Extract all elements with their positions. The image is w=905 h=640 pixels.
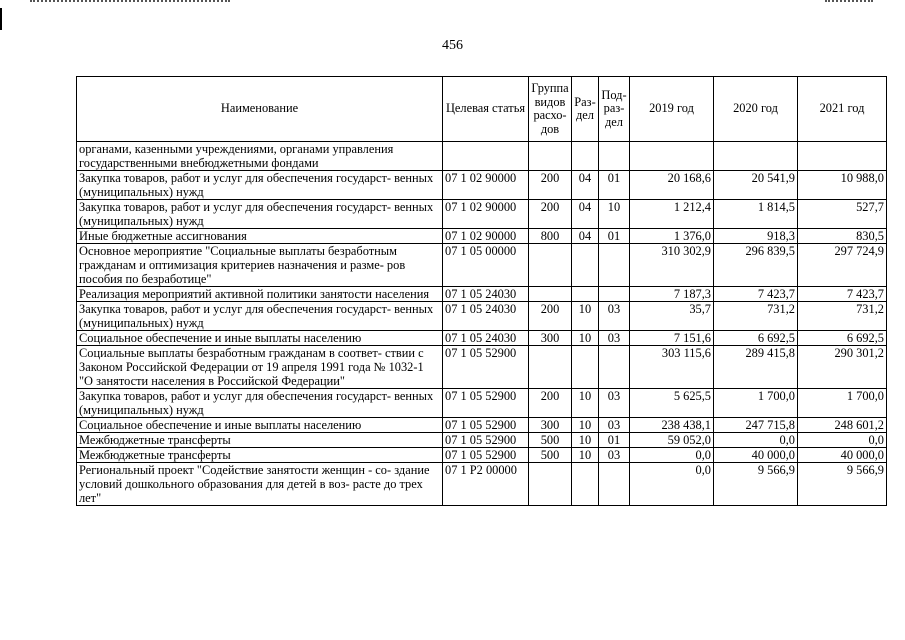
cell-article: 07 1 02 90000 bbox=[443, 171, 529, 200]
cell-expense-group: 300 bbox=[529, 331, 572, 346]
header-2021: 2021 год bbox=[798, 77, 887, 142]
cell-article: 07 1 02 90000 bbox=[443, 229, 529, 244]
table-row bbox=[77, 331, 887, 346]
table-row bbox=[77, 389, 887, 418]
cell-expense-group bbox=[529, 142, 572, 171]
table-row bbox=[77, 200, 887, 229]
cell-2019: 1 376,0 bbox=[630, 229, 714, 244]
cell-article: 07 1 05 52900 bbox=[443, 389, 529, 418]
cell-2021: 290 301,2 bbox=[798, 346, 887, 389]
cell-name: органами, казенными учреждениями, органами управления государственными внебюджетными фондами bbox=[77, 142, 443, 171]
cell-article: 07 1 02 90000 bbox=[443, 200, 529, 229]
cell-section: 04 bbox=[572, 229, 599, 244]
cell-2020: 9 566,9 bbox=[714, 463, 798, 506]
table-row bbox=[77, 463, 887, 506]
cell-2019: 59 052,0 bbox=[630, 433, 714, 448]
cell-expense-group: 200 bbox=[529, 171, 572, 200]
cell-2019: 7 151,6 bbox=[630, 331, 714, 346]
cell-2020: 918,3 bbox=[714, 229, 798, 244]
cell-subsection bbox=[599, 346, 630, 389]
cell-expense-group: 200 bbox=[529, 200, 572, 229]
cell-subsection: 01 bbox=[599, 433, 630, 448]
cell-article bbox=[443, 142, 529, 171]
budget-table bbox=[76, 76, 887, 506]
cell-section: 10 bbox=[572, 433, 599, 448]
table-row bbox=[77, 418, 887, 433]
cell-section: 04 bbox=[572, 171, 599, 200]
cell-name: Закупка товаров, работ и услуг для обеспечения государст- венных (муниципальных) нужд bbox=[77, 200, 443, 229]
cell-subsection: 03 bbox=[599, 418, 630, 433]
cell-subsection bbox=[599, 244, 630, 287]
header-2019: 2019 год bbox=[630, 77, 714, 142]
cell-2021: 527,7 bbox=[798, 200, 887, 229]
cell-2020: 296 839,5 bbox=[714, 244, 798, 287]
cell-subsection: 03 bbox=[599, 448, 630, 463]
cell-2019: 20 168,6 bbox=[630, 171, 714, 200]
cell-name: Закупка товаров, работ и услуг для обеспечения государст- венных (муниципальных) нужд bbox=[77, 389, 443, 418]
cell-name: Межбюджетные трансферты bbox=[77, 433, 443, 448]
cell-2020: 40 000,0 bbox=[714, 448, 798, 463]
cell-article: 07 1 05 52900 bbox=[443, 448, 529, 463]
cell-name: Закупка товаров, работ и услуг для обеспечения государст- венных (муниципальных) нужд bbox=[77, 302, 443, 331]
cell-2019: 310 302,9 bbox=[630, 244, 714, 287]
cell-2019: 238 438,1 bbox=[630, 418, 714, 433]
cell-expense-group bbox=[529, 346, 572, 389]
cell-expense-group: 500 bbox=[529, 433, 572, 448]
cell-name: Социальные выплаты безработным гражданам в соответ- ствии с Законом Российской Федерации от 19 апреля 1991 года № 1032-1 "О занятости населения в Российской Федерации" bbox=[77, 346, 443, 389]
cell-expense-group: 200 bbox=[529, 389, 572, 418]
cell-section: 10 bbox=[572, 448, 599, 463]
cell-subsection: 01 bbox=[599, 171, 630, 200]
table-row bbox=[77, 346, 887, 389]
scan-artifact-top-left bbox=[30, 0, 230, 5]
cell-name: Иные бюджетные ассигнования bbox=[77, 229, 443, 244]
cell-name: Межбюджетные трансферты bbox=[77, 448, 443, 463]
cell-section: 10 bbox=[572, 418, 599, 433]
cell-name: Региональный проект "Содействие занятости женщин - со- здание условий дошкольного образования для детей в воз- расте до трех лет" bbox=[77, 463, 443, 506]
cell-2020: 0,0 bbox=[714, 433, 798, 448]
header-2020: 2020 год bbox=[714, 77, 798, 142]
cell-2020: 289 415,8 bbox=[714, 346, 798, 389]
header-section: Раз- дел bbox=[572, 77, 599, 142]
cell-2019 bbox=[630, 142, 714, 171]
cell-section bbox=[572, 142, 599, 171]
cell-subsection: 03 bbox=[599, 302, 630, 331]
cell-expense-group: 500 bbox=[529, 448, 572, 463]
cell-expense-group: 300 bbox=[529, 418, 572, 433]
cell-2021: 830,5 bbox=[798, 229, 887, 244]
cell-2019: 0,0 bbox=[630, 448, 714, 463]
cell-2021: 0,0 bbox=[798, 433, 887, 448]
table-row bbox=[77, 448, 887, 463]
cell-name: Закупка товаров, работ и услуг для обеспечения государст- венных (муниципальных) нужд bbox=[77, 171, 443, 200]
cell-2021: 40 000,0 bbox=[798, 448, 887, 463]
cell-section bbox=[572, 287, 599, 302]
cell-expense-group bbox=[529, 244, 572, 287]
table-header-row bbox=[77, 77, 887, 142]
cell-subsection bbox=[599, 287, 630, 302]
cell-name: Основное мероприятие "Социальные выплаты безработным гражданам и оптимизация критериев назначения и разме- ров пособия по безработице" bbox=[77, 244, 443, 287]
table-row bbox=[77, 142, 887, 171]
cell-2021: 7 423,7 bbox=[798, 287, 887, 302]
scan-edge-mark bbox=[0, 8, 2, 30]
cell-section: 10 bbox=[572, 331, 599, 346]
header-expense-group: Группа видов расхо- дов bbox=[529, 77, 572, 142]
cell-2021 bbox=[798, 142, 887, 171]
cell-section: 10 bbox=[572, 389, 599, 418]
cell-article: 07 1 05 24030 bbox=[443, 287, 529, 302]
cell-section: 04 bbox=[572, 200, 599, 229]
cell-2020: 731,2 bbox=[714, 302, 798, 331]
cell-article: 07 1 05 24030 bbox=[443, 302, 529, 331]
cell-expense-group bbox=[529, 463, 572, 506]
table-row bbox=[77, 229, 887, 244]
cell-article: 07 1 05 52900 bbox=[443, 346, 529, 389]
cell-2020: 247 715,8 bbox=[714, 418, 798, 433]
cell-2020: 1 700,0 bbox=[714, 389, 798, 418]
cell-2021: 9 566,9 bbox=[798, 463, 887, 506]
cell-section bbox=[572, 244, 599, 287]
cell-section: 10 bbox=[572, 302, 599, 331]
page-number: 456 bbox=[442, 38, 463, 53]
cell-2021: 248 601,2 bbox=[798, 418, 887, 433]
cell-article: 07 1 05 24030 bbox=[443, 331, 529, 346]
cell-2019: 35,7 bbox=[630, 302, 714, 331]
cell-2020: 20 541,9 bbox=[714, 171, 798, 200]
cell-subsection bbox=[599, 463, 630, 506]
cell-expense-group: 200 bbox=[529, 302, 572, 331]
cell-expense-group bbox=[529, 287, 572, 302]
header-article: Целевая статья bbox=[443, 77, 529, 142]
cell-2021: 10 988,0 bbox=[798, 171, 887, 200]
table-body bbox=[77, 142, 887, 506]
header-name: Наименование bbox=[77, 77, 443, 142]
scan-artifact-top-right bbox=[825, 0, 873, 5]
table-row bbox=[77, 287, 887, 302]
cell-2020: 1 814,5 bbox=[714, 200, 798, 229]
header-subsection: Под- раз- дел bbox=[599, 77, 630, 142]
cell-2019: 1 212,4 bbox=[630, 200, 714, 229]
cell-2020: 7 423,7 bbox=[714, 287, 798, 302]
cell-subsection bbox=[599, 142, 630, 171]
cell-article: 07 1 05 52900 bbox=[443, 433, 529, 448]
cell-name: Социальное обеспечение и иные выплаты населению bbox=[77, 418, 443, 433]
table-row bbox=[77, 171, 887, 200]
cell-article: 07 1 P2 00000 bbox=[443, 463, 529, 506]
table-row bbox=[77, 302, 887, 331]
cell-2020 bbox=[714, 142, 798, 171]
table-row bbox=[77, 244, 887, 287]
cell-2021: 1 700,0 bbox=[798, 389, 887, 418]
cell-section bbox=[572, 346, 599, 389]
cell-2021: 731,2 bbox=[798, 302, 887, 331]
cell-article: 07 1 05 52900 bbox=[443, 418, 529, 433]
cell-name: Социальное обеспечение и иные выплаты населению bbox=[77, 331, 443, 346]
cell-subsection: 01 bbox=[599, 229, 630, 244]
cell-subsection: 03 bbox=[599, 389, 630, 418]
cell-2021: 297 724,9 bbox=[798, 244, 887, 287]
cell-2021: 6 692,5 bbox=[798, 331, 887, 346]
cell-article: 07 1 05 00000 bbox=[443, 244, 529, 287]
cell-section bbox=[572, 463, 599, 506]
cell-expense-group: 800 bbox=[529, 229, 572, 244]
cell-2019: 5 625,5 bbox=[630, 389, 714, 418]
cell-2019: 7 187,3 bbox=[630, 287, 714, 302]
cell-2020: 6 692,5 bbox=[714, 331, 798, 346]
cell-subsection: 10 bbox=[599, 200, 630, 229]
table-row bbox=[77, 433, 887, 448]
cell-2019: 303 115,6 bbox=[630, 346, 714, 389]
cell-name: Реализация мероприятий активной политики занятости населения bbox=[77, 287, 443, 302]
cell-subsection: 03 bbox=[599, 331, 630, 346]
cell-2019: 0,0 bbox=[630, 463, 714, 506]
